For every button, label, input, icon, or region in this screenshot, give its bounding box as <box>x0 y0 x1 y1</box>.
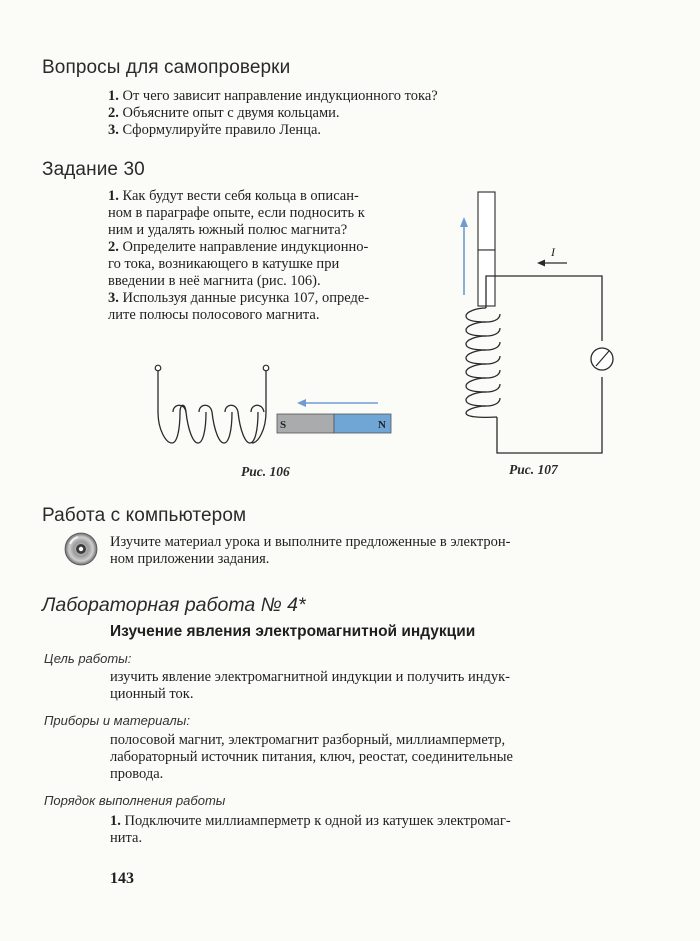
goal-line: ционный ток. <box>110 686 194 702</box>
task-line: 1. Как будут вести себя кольца в описан- <box>108 188 359 204</box>
galvanometer <box>591 348 613 370</box>
pole-n-label: N <box>378 419 386 431</box>
task-line: лите полюсы полосового магнита. <box>108 307 320 323</box>
question-number: 1. <box>108 88 119 104</box>
procedure-label: Порядок выполнения работы <box>44 793 226 808</box>
goal-line: изучить явление электромагнитной индукции и получить индук- <box>110 669 511 685</box>
cd-disc-icon <box>64 532 98 566</box>
coil-107 <box>466 308 500 417</box>
question-number: 3. <box>108 122 119 138</box>
figure-107-caption: Рис. 107 <box>509 462 558 477</box>
motion-arrow-107 <box>460 217 468 295</box>
page-number: 143 <box>110 870 134 887</box>
task-line: ним и удалять южный полюс магнита? <box>108 222 348 238</box>
section-heading-task: Задание 30 <box>42 159 145 180</box>
question-text: Сформулируйте правило Ленца. <box>118 122 322 138</box>
materials-text <box>110 732 513 783</box>
current-arrow-107 <box>537 245 567 267</box>
task-line: 3. Используя данные рисунка 107, опреде- <box>108 290 370 306</box>
materials-label: Приборы и материалы: <box>44 713 190 728</box>
figure-106-caption: Рис. 106 <box>241 464 290 479</box>
task-line: ном в параграфе опыте, если подносить к <box>108 205 365 221</box>
goal-label: Цель работы: <box>44 651 132 666</box>
current-label: I <box>551 245 555 259</box>
task-line: 2. Определите направление индукционно- <box>108 239 369 255</box>
section-heading-self-check: Вопросы для самопроверки <box>42 57 291 78</box>
materials-line: лабораторный источник питания, ключ, реостат, соединительные <box>110 749 513 765</box>
goal-text <box>110 669 510 703</box>
computer-text <box>110 534 510 568</box>
procedure-line: 1. Подключите миллиамперметр к одной из катушек электромаг- <box>110 813 511 829</box>
pole-s-label: S <box>280 419 287 431</box>
task-line: введении в неё магнита (рис. 106). <box>108 273 321 289</box>
circuit-wire-107 <box>486 276 602 453</box>
task-line: го тока, возникающего в катушке при <box>108 256 340 272</box>
materials-line: провода. <box>110 766 164 782</box>
computer-line: Изучите материал урока и выполните предложенные в электрон- <box>110 534 511 550</box>
question-number: 2. <box>108 105 119 121</box>
lab-heading: Лабораторная работа № 4* <box>42 594 306 616</box>
question-text: От чего зависит направление индукционного тока? <box>118 88 438 104</box>
section-heading-computer: Работа с компьютером <box>42 505 247 526</box>
question-text: Объясните опыт с двумя кольцами. <box>118 105 340 121</box>
procedure-line: нита. <box>110 830 143 846</box>
lab-title: Изучение явления электромагнитной индукции <box>110 623 476 640</box>
procedure-text <box>110 813 511 847</box>
materials-line: полосовой магнит, электромагнит разборный, миллиамперметр, <box>110 732 506 748</box>
computer-line: ном приложении задания. <box>110 551 270 567</box>
